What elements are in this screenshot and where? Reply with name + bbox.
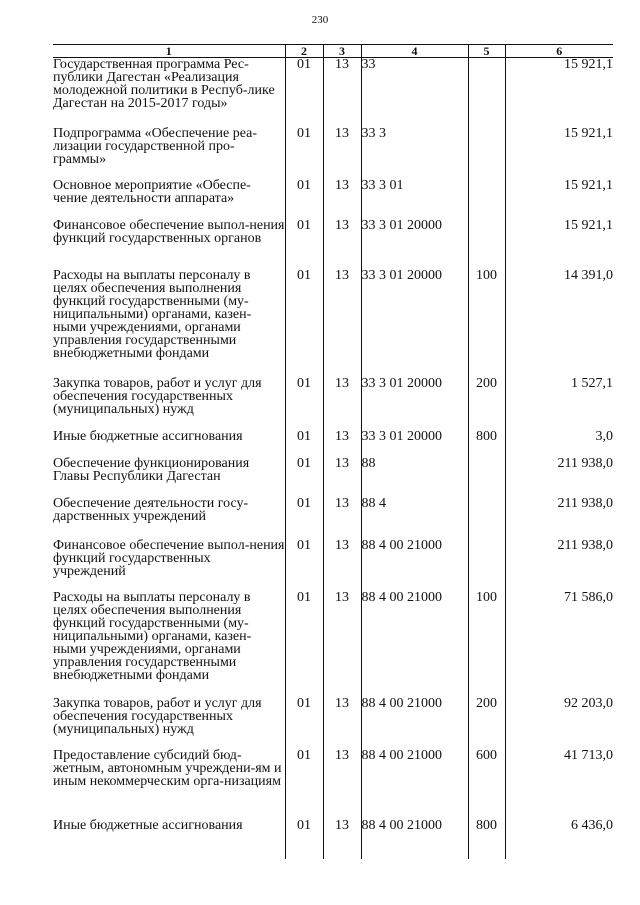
row-name: Финансовое обеспечение выпол-нения функций государственных органов — [53, 217, 285, 246]
row-name: Государственная программа Рес-публики Дагестан «Реализация молодежной политики в Респуб-лике Дагестан на 2015-2017 годы» — [53, 57, 275, 111]
table-row — [53, 219, 613, 269]
row-amount: 15 921,1 — [505, 179, 613, 219]
row-amount: 1 527,1 — [505, 377, 613, 430]
row-target-article: 33 3 01 20000 — [361, 377, 468, 430]
header-col-2: 2 — [285, 45, 323, 58]
row-subsection-code: 13 — [323, 179, 361, 219]
table-row — [53, 819, 613, 859]
row-name: Расходы на выплаты персоналу в целях обеспечения выполнения функций государственными (му-ниципальными) органами, казен-ными учреждениями, органами управления государственными внебюджетными фондами — [53, 267, 252, 361]
row-expense-type: 800 — [468, 430, 505, 457]
row-target-article: 33 3 01 20000 — [361, 430, 468, 457]
table-row — [53, 269, 613, 377]
row-name: Обеспечение функционирования Главы Республики Дагестан — [53, 455, 250, 484]
row-subsection-code: 13 — [323, 430, 361, 457]
row-section-code: 01 — [285, 127, 323, 179]
row-subsection-code: 13 — [323, 377, 361, 430]
row-subsection-code: 13 — [323, 749, 361, 819]
row-section-code: 01 — [285, 430, 323, 457]
row-expense-type — [468, 58, 505, 127]
row-expense-type: 800 — [468, 819, 505, 859]
row-name: Расходы на выплаты персоналу в целях обеспечения выполнения функций государственными (му-ниципальными) органами, казен-ными учреждениями, органами управления государственными внебюджетными фондами — [53, 589, 252, 683]
row-section-code: 01 — [285, 591, 323, 697]
row-amount: 211 938,0 — [505, 457, 613, 497]
row-expense-type: 100 — [468, 269, 505, 377]
row-target-article: 88 4 00 21000 — [361, 591, 468, 697]
row-section-code: 01 — [285, 697, 323, 749]
row-amount: 15 921,1 — [505, 58, 613, 127]
row-amount: 211 938,0 — [505, 497, 613, 539]
row-section-code: 01 — [285, 539, 323, 591]
row-section-code: 01 — [285, 749, 323, 819]
row-target-article: 33 3 01 20000 — [361, 219, 468, 269]
row-subsection-code: 13 — [323, 58, 361, 127]
table-body — [53, 58, 613, 859]
row-expense-type — [468, 127, 505, 179]
table-row — [53, 377, 613, 430]
row-name: Закупка товаров, работ и услуг для обеспечения государственных (муниципальных) нужд — [53, 375, 262, 417]
table-row — [53, 591, 613, 697]
row-expense-type — [468, 497, 505, 539]
row-subsection-code: 13 — [323, 539, 361, 591]
row-name: Предоставление субсидий бюд-жетным, автономным учреждени-ям и иным некоммерческим орга-низациям — [53, 747, 282, 789]
page-number: 230 — [311, 14, 329, 26]
header-col-1: 1 — [53, 45, 285, 58]
row-amount: 6 436,0 — [505, 819, 613, 859]
header-col-6: 6 — [505, 45, 613, 58]
row-expense-type: 200 — [468, 697, 505, 749]
row-subsection-code: 13 — [323, 497, 361, 539]
row-section-code: 01 — [285, 497, 323, 539]
row-amount: 14 391,0 — [505, 269, 613, 377]
row-subsection-code: 13 — [323, 457, 361, 497]
row-amount: 3,0 — [505, 430, 613, 457]
table-row — [53, 127, 613, 179]
row-name: Иные бюджетные ассигнования — [53, 428, 243, 444]
header-col-5: 5 — [468, 45, 505, 58]
row-target-article: 88 4 00 21000 — [361, 697, 468, 749]
row-name: Закупка товаров, работ и услуг для обеспечения государственных (муниципальных) нужд — [53, 695, 262, 737]
header-col-4: 4 — [361, 45, 468, 58]
row-name: Иные бюджетные ассигнования — [53, 817, 243, 833]
row-section-code: 01 — [285, 219, 323, 269]
row-target-article: 88 4 — [361, 497, 468, 539]
header-col-3: 3 — [323, 45, 361, 58]
table-row — [53, 58, 613, 127]
row-expense-type: 100 — [468, 591, 505, 697]
table-row — [53, 430, 613, 457]
row-name: Финансовое обеспечение выпол-нения функций государственных учреждений — [53, 537, 285, 579]
row-section-code: 01 — [285, 819, 323, 859]
row-subsection-code: 13 — [323, 697, 361, 749]
row-name: Обеспечение деятельности госу-дарственных учреждений — [53, 495, 249, 524]
row-target-article: 33 — [361, 58, 468, 127]
row-section-code: 01 — [285, 269, 323, 377]
row-amount: 15 921,1 — [505, 127, 613, 179]
row-amount: 15 921,1 — [505, 219, 613, 269]
row-section-code: 01 — [285, 179, 323, 219]
row-section-code: 01 — [285, 58, 323, 127]
row-name: Основное мероприятие «Обеспе-чение деятельности аппарата» — [53, 177, 251, 206]
table-row — [53, 697, 613, 749]
row-subsection-code: 13 — [323, 591, 361, 697]
row-expense-type — [468, 457, 505, 497]
row-expense-type: 600 — [468, 749, 505, 819]
row-section-code: 01 — [285, 457, 323, 497]
row-target-article: 88 4 00 21000 — [361, 749, 468, 819]
row-amount: 71 586,0 — [505, 591, 613, 697]
row-subsection-code: 13 — [323, 127, 361, 179]
row-expense-type — [468, 539, 505, 591]
row-expense-type — [468, 219, 505, 269]
row-target-article: 33 3 01 20000 — [361, 269, 468, 377]
header-row — [53, 45, 613, 58]
table-row — [53, 497, 613, 539]
row-expense-type — [468, 179, 505, 219]
row-target-article: 33 3 — [361, 127, 468, 179]
row-target-article: 88 4 00 21000 — [361, 539, 468, 591]
budget-table — [53, 44, 613, 859]
row-subsection-code: 13 — [323, 219, 361, 269]
row-section-code: 01 — [285, 377, 323, 430]
row-target-article: 88 — [361, 457, 468, 497]
table-row — [53, 749, 613, 819]
row-target-article: 33 3 01 — [361, 179, 468, 219]
row-target-article: 88 4 00 21000 — [361, 819, 468, 859]
row-amount: 92 203,0 — [505, 697, 613, 749]
row-subsection-code: 13 — [323, 269, 361, 377]
row-amount: 41 713,0 — [505, 749, 613, 819]
table-row — [53, 179, 613, 219]
table-row — [53, 457, 613, 497]
row-expense-type: 200 — [468, 377, 505, 430]
row-name: Подпрограмма «Обеспечение реа-лизации государственной про-граммы» — [53, 125, 258, 167]
table-row — [53, 539, 613, 591]
row-amount: 211 938,0 — [505, 539, 613, 591]
row-subsection-code: 13 — [323, 819, 361, 859]
